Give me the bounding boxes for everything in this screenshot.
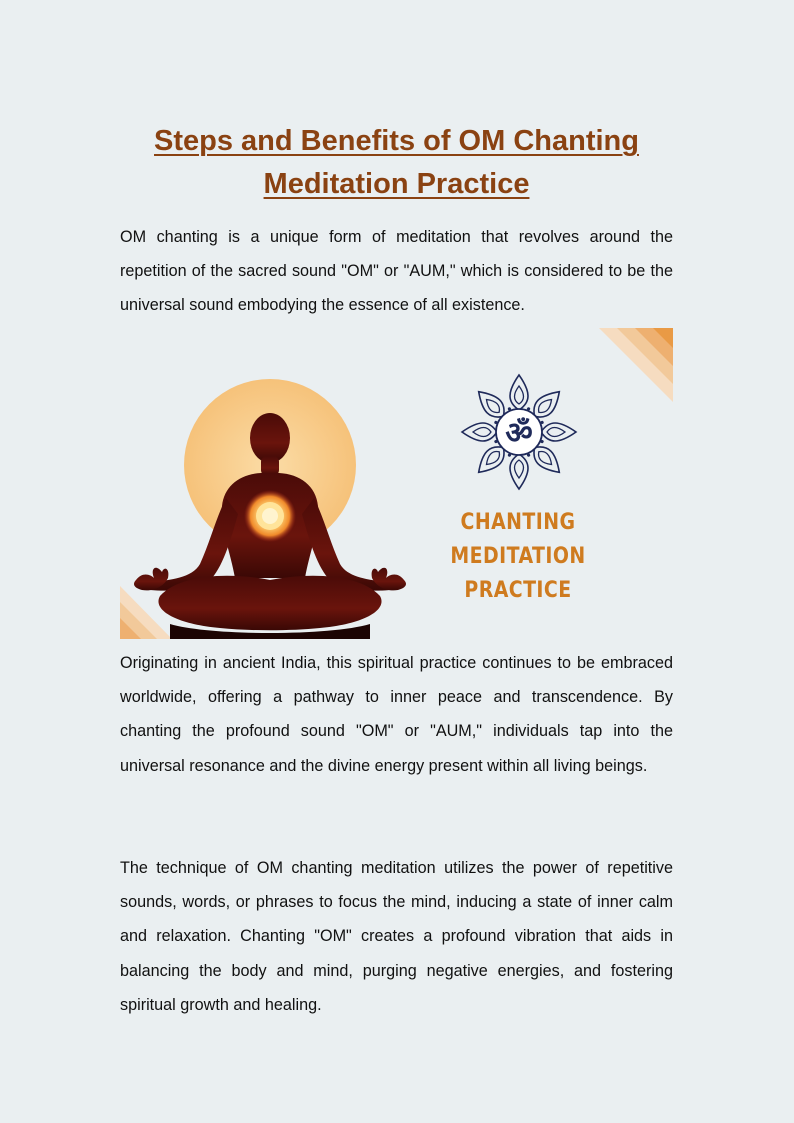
om-symbol: ॐ <box>505 416 533 451</box>
title-line-2: Meditation Practice <box>263 168 530 200</box>
banner-heading-line-2: PRACTICE <box>464 578 572 603</box>
page-title <box>120 120 673 206</box>
origin-paragraph: Originating in ancient India, this spiritual practice continues to be embraced worldwide, offering a pathway to inner peace and transcendence. By chanting the profound sound "OM" or "AUM," individuals tap into the universal resonance and the divine energy present within all living beings. <box>120 654 673 775</box>
title-line-1: Steps and Benefits of OM Chanting <box>154 125 639 157</box>
technique-paragraph: The technique of OM chanting meditation utilizes the power of repetitive sounds, words, or phrases to focus the mind, inducing a state of inner calm and relaxation. Chanting "OM" creates a profound vibration that aids in balancing the body and mind, purging negative energies, and fostering spiritual growth and healing. <box>120 859 673 1014</box>
banner-heading <box>401 506 635 608</box>
om-lotus-icon <box>462 375 576 489</box>
corner-stripes-top-right <box>599 328 673 402</box>
intro-paragraph: OM chanting is a unique form of meditation that revolves around the repetition of the sacred sound "OM" or "AUM," which is considered to be the universal sound embodying the essence of all existence. <box>120 228 673 315</box>
banner-heading-line-1: CHANTING MEDITATION <box>450 510 586 569</box>
meditation-banner-image <box>120 328 673 639</box>
